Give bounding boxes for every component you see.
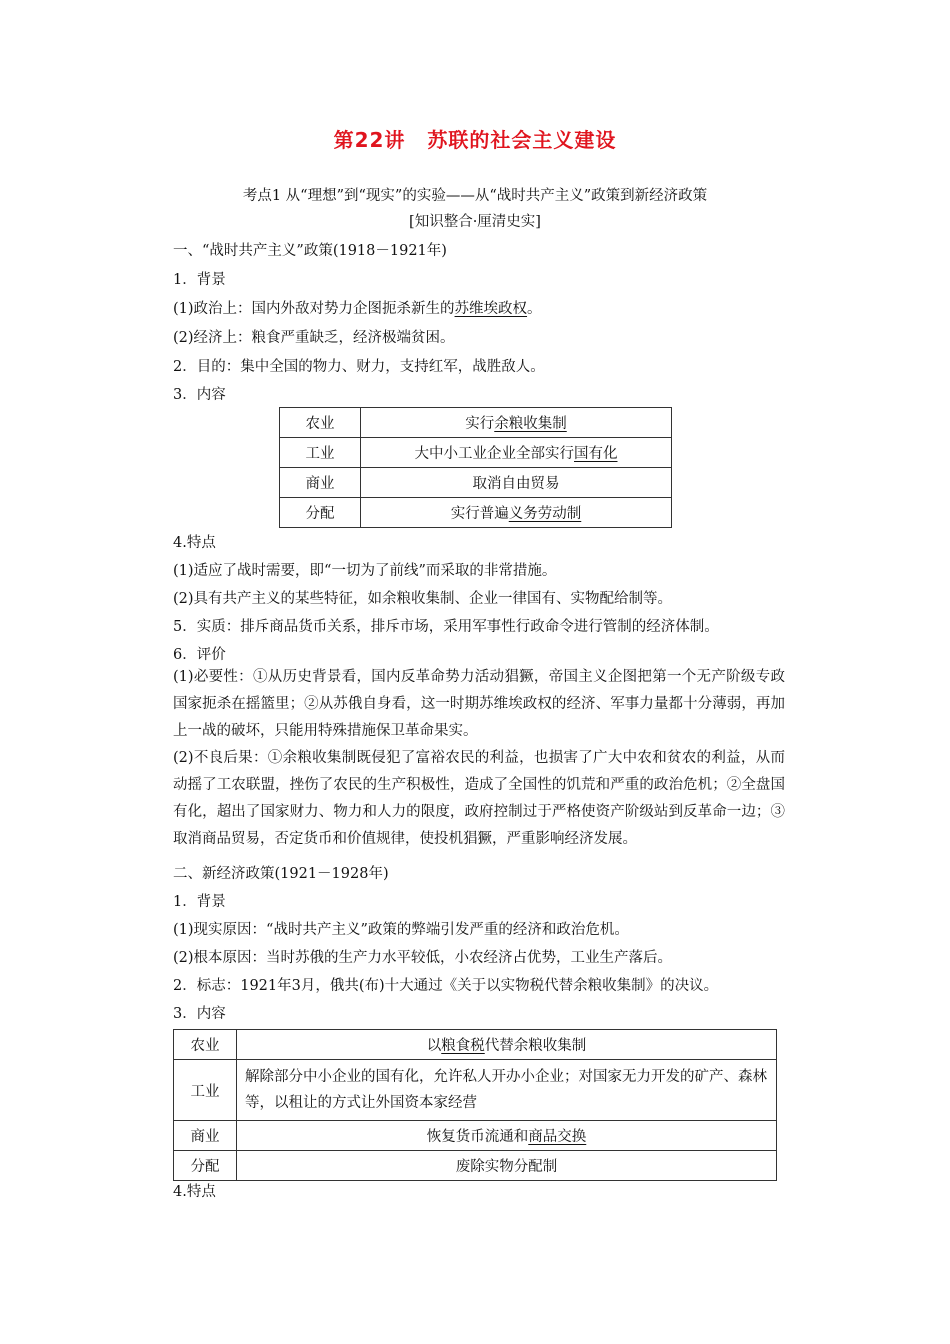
table-row: 农业 以粮食税代替余粮收集制 (174, 1030, 777, 1060)
table-row: 农业 实行余粮收集制 (280, 408, 672, 438)
s1-background-political: (1)政治上：国内外敌对势力企图扼杀新生的苏维埃政权。 (173, 301, 542, 317)
s1-features-heading: 4.特点 (173, 535, 216, 551)
s1-background-heading: 1．背景 (173, 272, 226, 288)
s2-background-real: (1)现实原因：“战时共产主义”政策的弊端引发严重的经济和政治危机。 (173, 922, 629, 938)
kaodian-heading: 考点1 从“理想”到“现实”的实验——从“战时共产主义”政策到新经济政策 (242, 188, 708, 204)
s2-content-heading: 3．内容 (173, 1006, 226, 1022)
war-communism-table (279, 407, 672, 528)
s2-features-heading: 4.特点 (173, 1184, 216, 1200)
page-title: 第22讲 苏联的社会主义建设 (333, 128, 617, 152)
s1-feature-1: (1)适应了战时需要，即“一切为了前线”而采取的非常措施。 (173, 563, 557, 579)
s1-essence: 5．实质：排斥商品货币关系，排斥市场，采用军事性行政命令进行管制的经济体制。 (173, 619, 719, 635)
s2-heading: 二、新经济政策(1921－1928年) (173, 866, 389, 882)
s1-content-heading: 3．内容 (173, 387, 226, 403)
s1-purpose: 2．目的：集中全国的物力、财力，支持红军，战胜敌人。 (173, 359, 545, 375)
s1-evaluation-heading: 6．评价 (173, 647, 226, 663)
table-row: 分配 实行普遍义务劳动制 (280, 498, 672, 528)
table-row: 工业 大中小工业企业全部实行国有化 (280, 438, 672, 468)
s2-background-heading: 1．背景 (173, 894, 226, 910)
section-subtitle: [知识整合·厘清史实] (409, 214, 541, 230)
table-row: 商业 取消自由贸易 (280, 468, 672, 498)
s1-background-economic: (2)经济上：粮食严重缺乏，经济极端贫困。 (173, 330, 455, 346)
s1-feature-2: (2)具有共产主义的某些特征，如余粮收集制、企业一律国有、实物配给制等。 (173, 591, 673, 607)
table-row: 分配 废除实物分配制 (174, 1151, 777, 1181)
s2-sign: 2．标志：1921年3月，俄共(布)十大通过《关于以实物税代替余粮收集制》的决议。 (173, 978, 719, 994)
table-row: 工业 解除部分中小企业的国有化，允许私人开办小企业；对国家无力开发的矿产、森林等，以租让的方式让外国资本家经营 (174, 1060, 777, 1121)
table-row: 商业 恢复货币流通和商品交换 (174, 1121, 777, 1151)
s2-background-root: (2)根本原因：当时苏俄的生产力水平较低，小农经济占优势，工业生产落后。 (173, 950, 673, 966)
s1-evaluation-consequences: (2)不良后果：①余粮收集制既侵犯了富裕农民的利益，也损害了广大中农和贫农的利益，从而动摇了工农联盟，挫伤了农民的生产积极性，造成了全国性的饥荒和严重的政治危机；②全盘国有化，超出了国家财力、物力和人力的限度，政府控制过于严格使资产阶级站到反革命一边；③取消商品贸易，否定货币和价值规律，使投机猖獗，严重影响经济发展。 (173, 750, 785, 847)
s1-evaluation-necessity: (1)必要性：①从历史背景看，国内反革命势力活动猖獗，帝国主义企图把第一个无产阶级专政国家扼杀在摇篮里；②从苏俄自身看，这一时期苏维埃政权的经济、军事力量都十分薄弱，再加上一战的破坏，只能用特殊措施保卫革命果实。 (173, 669, 785, 739)
nep-table (173, 1029, 777, 1181)
s1-heading: 一、“战时共产主义”政策(1918－1921年) (173, 243, 447, 259)
